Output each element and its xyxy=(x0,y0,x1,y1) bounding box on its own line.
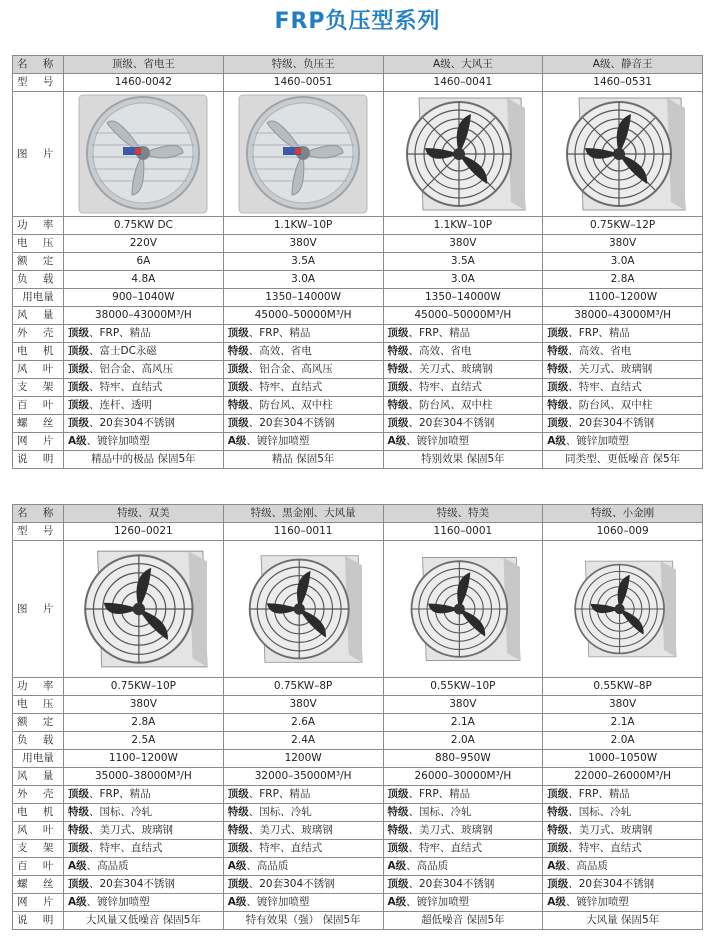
feature-text: 、特牢、直结式 xyxy=(248,842,323,854)
grade: 顶级 xyxy=(68,788,89,800)
feature-text: 、防台风、双中柱 xyxy=(248,399,333,411)
feature-text: 、高效、省电 xyxy=(568,345,632,357)
grade: A级 xyxy=(227,435,247,447)
table-row-model xyxy=(13,74,703,92)
grade: 特级 xyxy=(227,824,249,836)
note-cell: 精品 保固5年 xyxy=(223,451,383,469)
feature-text: 、关刀式、玻璃钢 xyxy=(408,363,493,375)
grille-fan-image xyxy=(559,92,687,216)
table-row-screw xyxy=(13,415,703,433)
value-cell: 900–1040W xyxy=(64,289,224,307)
grade: 顶级 xyxy=(68,381,89,393)
value-cell: 1000–1050W xyxy=(543,750,703,768)
value-cell: 0.75KW–8P xyxy=(223,678,383,696)
value-cell: 38000–43000M³/H xyxy=(64,307,224,325)
feature-text: 、铝合金、高风压 xyxy=(89,363,173,375)
model-cell: 1160–0001 xyxy=(383,523,543,541)
image-cell xyxy=(543,541,703,678)
row-label-name: 名 称 xyxy=(13,56,64,74)
value-cell: 380V xyxy=(223,696,383,714)
frp-cone-fan-image xyxy=(77,93,209,215)
note-cell: 特别效果 保固5年 xyxy=(383,451,543,469)
feature-text: 、镀锌加喷塑 xyxy=(406,896,470,908)
value-cell: 45000–50000M³/H xyxy=(383,307,543,325)
feature-text: 、铝合金、高风压 xyxy=(248,363,333,375)
grade: 特级 xyxy=(547,399,569,411)
value-cell: 0.55KW–8P xyxy=(543,678,703,696)
row-label-screw: 螺 丝 xyxy=(13,415,64,433)
feature-text: 、连杆、透明 xyxy=(89,399,152,411)
table-row-motor xyxy=(13,343,703,361)
image-cell xyxy=(64,92,224,217)
row-label-note: 说 明 xyxy=(13,912,64,930)
table-row-consumption xyxy=(13,750,703,768)
table-row-note xyxy=(13,912,703,930)
grille-fan-image xyxy=(568,556,678,662)
feature-text: 、美刀式、玻璃钢 xyxy=(89,824,173,836)
feature-text: 、特牢、直结式 xyxy=(568,381,642,393)
value-cell: 880–950W xyxy=(383,750,543,768)
grade: 顶级 xyxy=(547,788,569,800)
spec-table-2 xyxy=(12,504,703,930)
grade: A级 xyxy=(227,860,247,872)
grade: 顶级 xyxy=(547,417,569,429)
value-cell: 2.1A xyxy=(383,714,543,732)
grade: A级 xyxy=(547,435,566,447)
value-cell: 1.1KW–10P xyxy=(383,217,543,235)
table-row-blade xyxy=(13,822,703,840)
grade: 特级 xyxy=(387,363,409,375)
value-cell: 0.75KW–12P xyxy=(543,217,703,235)
value-cell: 2.0A xyxy=(543,732,703,750)
grade: 顶级 xyxy=(387,878,409,890)
feature-text: 、高品质 xyxy=(406,860,449,872)
feature-text: 、高品质 xyxy=(565,860,608,872)
row-label-louver: 百 叶 xyxy=(13,858,64,876)
row-label-blade: 风 叶 xyxy=(13,361,64,379)
value-cell: 1100–1200W xyxy=(64,750,224,768)
grade: 顶级 xyxy=(547,327,569,339)
row-label-motor: 电 机 xyxy=(13,804,64,822)
grade: 顶级 xyxy=(227,788,249,800)
feature-text: 、高品质 xyxy=(86,860,129,872)
grade: 顶级 xyxy=(387,381,409,393)
table-row-screw xyxy=(13,876,703,894)
model-cell: 1160–0011 xyxy=(223,523,383,541)
table-row-louver xyxy=(13,397,703,415)
note-cell: 大风量 保固5年 xyxy=(543,912,703,930)
row-label-voltage: 电 压 xyxy=(13,235,64,253)
grade: 特级 xyxy=(227,806,249,818)
grade: 特级 xyxy=(387,806,409,818)
grade: A级 xyxy=(387,896,407,908)
grade: 特级 xyxy=(547,824,569,836)
grade: 顶级 xyxy=(227,327,249,339)
feature-text: 、镀锌加喷塑 xyxy=(565,435,629,447)
row-label-rated: 额 定 xyxy=(13,253,64,271)
grade: 特级 xyxy=(387,399,409,411)
grade: A级 xyxy=(68,435,87,447)
model-cell: 1060–009 xyxy=(543,523,703,541)
feature-text: 、防台风、双中柱 xyxy=(568,399,653,411)
feature-text: 、美刀式、玻璃钢 xyxy=(408,824,493,836)
value-cell: 380V xyxy=(64,696,224,714)
feature-text: 、国标、冷轧 xyxy=(568,806,632,818)
image-cell xyxy=(383,541,543,678)
feature-text: 、FRP、精品 xyxy=(568,327,630,339)
feature-text: 、镀锌加喷塑 xyxy=(86,896,150,908)
row-label-power: 功 率 xyxy=(13,678,64,696)
value-cell: 45000–50000M³/H xyxy=(223,307,383,325)
value-cell: 1100–1200W xyxy=(543,289,703,307)
table-row-shell xyxy=(13,786,703,804)
row-label-consumption: 用电量 xyxy=(13,750,64,768)
feature-text: 、富士DC永磁 xyxy=(89,345,157,357)
feature-text: 、FRP、精品 xyxy=(568,788,630,800)
feature-text: 、防台风、双中柱 xyxy=(408,399,493,411)
table-row-mesh xyxy=(13,894,703,912)
value-cell: 1.1KW–10P xyxy=(223,217,383,235)
row-label-mesh: 网 片 xyxy=(13,433,64,451)
model-cell: 1460–0051 xyxy=(223,74,383,92)
model-cell: 1460-0042 xyxy=(64,74,224,92)
table-row-load xyxy=(13,732,703,750)
grade: A级 xyxy=(387,860,407,872)
value-cell: 2.5A xyxy=(64,732,224,750)
grade: 特级 xyxy=(547,345,569,357)
feature-text: 、FRP、精品 xyxy=(248,788,311,800)
feature-text: 、FRP、精品 xyxy=(248,327,311,339)
value-cell: 22000–26000M³/H xyxy=(543,768,703,786)
feature-text: 、国标、冷轧 xyxy=(248,806,312,818)
grade: 顶级 xyxy=(387,327,409,339)
value-cell: 2.0A xyxy=(383,732,543,750)
value-cell: 2.8A xyxy=(64,714,224,732)
note-cell: 特有效果（强） 保固5年 xyxy=(223,912,383,930)
row-label-model: 型 号 xyxy=(13,74,64,92)
name-cell: 特级、双美 xyxy=(64,505,224,523)
feature-text: 、美刀式、玻璃钢 xyxy=(248,824,333,836)
value-cell: 2.6A xyxy=(223,714,383,732)
value-cell: 3.0A xyxy=(383,271,543,289)
name-cell: A级、大风王 xyxy=(383,56,543,74)
grade: 顶级 xyxy=(68,417,89,429)
value-cell: 2.1A xyxy=(543,714,703,732)
grade: 顶级 xyxy=(68,878,89,890)
value-cell: 35000–38000M³/H xyxy=(64,768,224,786)
name-cell: 特级、负压王 xyxy=(223,56,383,74)
value-cell: 1200W xyxy=(223,750,383,768)
feature-text: 、20套304不锈钢 xyxy=(408,878,495,890)
value-cell: 4.8A xyxy=(64,271,224,289)
grade: 顶级 xyxy=(387,788,409,800)
feature-text: 、特牢、直结式 xyxy=(248,381,323,393)
table-row-louver xyxy=(13,858,703,876)
value-cell: 380V xyxy=(383,696,543,714)
row-label-rated: 额 定 xyxy=(13,714,64,732)
row-label-shell: 外 壳 xyxy=(13,325,64,343)
feature-text: 、特牢、直结式 xyxy=(408,842,482,854)
table-row-name xyxy=(13,505,703,523)
grille-fan-image xyxy=(399,92,527,216)
table-row-name xyxy=(13,56,703,74)
feature-text: 、20套304不锈钢 xyxy=(89,417,175,429)
table-row-blade xyxy=(13,361,703,379)
value-cell: 380V xyxy=(223,235,383,253)
row-label-louver: 百 叶 xyxy=(13,397,64,415)
grade: A级 xyxy=(387,435,407,447)
value-cell: 32000–35000M³/H xyxy=(223,768,383,786)
grade: 顶级 xyxy=(387,417,409,429)
value-cell: 3.0A xyxy=(223,271,383,289)
frp-cone-fan-image xyxy=(237,93,369,215)
note-cell: 超低噪音 保固5年 xyxy=(383,912,543,930)
table-row-rated xyxy=(13,253,703,271)
grade: 顶级 xyxy=(387,842,409,854)
grade: 特级 xyxy=(68,824,89,836)
table-row-bracket xyxy=(13,379,703,397)
feature-text: 、镀锌加喷塑 xyxy=(246,896,310,908)
value-cell: 0.55KW–10P xyxy=(383,678,543,696)
feature-text: 、特牢、直结式 xyxy=(568,842,642,854)
grille-fan-image xyxy=(242,550,364,668)
grade: 特级 xyxy=(387,345,409,357)
feature-text: 、20套304不锈钢 xyxy=(568,417,655,429)
grade: 顶级 xyxy=(547,842,569,854)
page-title: FRP负压型系列 xyxy=(274,9,441,34)
feature-text: 、FRP、精品 xyxy=(89,327,151,339)
feature-text: 、镀锌加喷塑 xyxy=(246,435,310,447)
grade: 特级 xyxy=(547,363,569,375)
row-label-model: 型 号 xyxy=(13,523,64,541)
row-label-bracket: 支 架 xyxy=(13,379,64,397)
feature-text: 、FRP、精品 xyxy=(408,788,471,800)
model-cell: 1260–0021 xyxy=(64,523,224,541)
grille-fan-image xyxy=(404,552,522,666)
feature-text: 、FRP、精品 xyxy=(89,788,151,800)
grade: 顶级 xyxy=(227,363,249,375)
feature-text: 、20套304不锈钢 xyxy=(248,417,335,429)
table-row-bracket xyxy=(13,840,703,858)
value-cell: 0.75KW DC xyxy=(64,217,224,235)
row-label-screw: 螺 丝 xyxy=(13,876,64,894)
table-row-airflow xyxy=(13,768,703,786)
row-label-bracket: 支 架 xyxy=(13,840,64,858)
row-label-airflow: 风 量 xyxy=(13,307,64,325)
row-label-consumption: 用电量 xyxy=(13,289,64,307)
value-cell: 0.75KW–10P xyxy=(64,678,224,696)
note-cell: 精品中的极品 保固5年 xyxy=(64,451,224,469)
row-label-shell: 外 壳 xyxy=(13,786,64,804)
grade: 顶级 xyxy=(227,878,249,890)
value-cell: 2.4A xyxy=(223,732,383,750)
grade: 顶级 xyxy=(68,842,89,854)
table-row-image xyxy=(13,541,703,678)
row-label-name: 名 称 xyxy=(13,505,64,523)
note-cell: 大风量又低噪音 保固5年 xyxy=(64,912,224,930)
value-cell: 380V xyxy=(543,235,703,253)
row-label-load: 负 载 xyxy=(13,271,64,289)
feature-text: 、国标、冷轧 xyxy=(89,806,152,818)
grade: A级 xyxy=(227,896,247,908)
grade: 顶级 xyxy=(68,327,89,339)
table-row-rated xyxy=(13,714,703,732)
value-cell: 3.5A xyxy=(383,253,543,271)
grade: 特级 xyxy=(227,345,249,357)
model-cell: 1460–0531 xyxy=(543,74,703,92)
value-cell: 2.8A xyxy=(543,271,703,289)
table-row-motor xyxy=(13,804,703,822)
table-row-image xyxy=(13,92,703,217)
feature-text: 、20套304不锈钢 xyxy=(408,417,495,429)
table-row-power xyxy=(13,678,703,696)
image-cell xyxy=(223,92,383,217)
value-cell: 6A xyxy=(64,253,224,271)
feature-text: 、国标、冷轧 xyxy=(408,806,472,818)
feature-text: 、特牢、直结式 xyxy=(89,381,163,393)
table-row-model xyxy=(13,523,703,541)
name-cell: 特级、特美 xyxy=(383,505,543,523)
value-cell: 380V xyxy=(383,235,543,253)
row-label-motor: 电 机 xyxy=(13,343,64,361)
grade: 顶级 xyxy=(227,381,249,393)
feature-text: 、高效、省电 xyxy=(408,345,472,357)
value-cell: 3.5A xyxy=(223,253,383,271)
grade: 特级 xyxy=(68,806,89,818)
row-label-voltage: 电 压 xyxy=(13,696,64,714)
feature-text: 、FRP、精品 xyxy=(408,327,471,339)
table-row-airflow xyxy=(13,307,703,325)
table-row-voltage xyxy=(13,235,703,253)
spec-table-1 xyxy=(12,55,703,469)
row-label-image: 图 片 xyxy=(13,541,64,678)
grade: A级 xyxy=(547,860,566,872)
feature-text: 、镀锌加喷塑 xyxy=(86,435,150,447)
grade: 顶级 xyxy=(68,399,89,411)
grille-fan-image xyxy=(76,545,210,673)
grade: A级 xyxy=(68,896,87,908)
name-cell: A级、静音王 xyxy=(543,56,703,74)
feature-text: 、镀锌加喷塑 xyxy=(565,896,629,908)
row-label-blade: 风 叶 xyxy=(13,822,64,840)
table-row-mesh xyxy=(13,433,703,451)
row-label-power: 功 率 xyxy=(13,217,64,235)
grade: 顶级 xyxy=(68,363,89,375)
table-row-load xyxy=(13,271,703,289)
image-cell xyxy=(223,541,383,678)
value-cell: 26000–30000M³/H xyxy=(383,768,543,786)
row-label-note: 说 明 xyxy=(13,451,64,469)
table-row-consumption xyxy=(13,289,703,307)
grade: 顶级 xyxy=(68,345,89,357)
grade: 顶级 xyxy=(227,842,249,854)
value-cell: 3.0A xyxy=(543,253,703,271)
grade: 顶级 xyxy=(227,417,249,429)
feature-text: 、20套304不锈钢 xyxy=(248,878,335,890)
table-row-voltage xyxy=(13,696,703,714)
feature-text: 、特牢、直结式 xyxy=(408,381,482,393)
feature-text: 、20套304不锈钢 xyxy=(89,878,175,890)
model-cell: 1460–0041 xyxy=(383,74,543,92)
row-label-airflow: 风 量 xyxy=(13,768,64,786)
value-cell: 1350–14000W xyxy=(383,289,543,307)
grade: 顶级 xyxy=(547,381,569,393)
feature-text: 、特牢、直结式 xyxy=(89,842,163,854)
row-label-image: 图 片 xyxy=(13,92,64,217)
feature-text: 、20套304不锈钢 xyxy=(568,878,655,890)
value-cell: 380V xyxy=(543,696,703,714)
table-row-note xyxy=(13,451,703,469)
name-cell: 顶级、省电王 xyxy=(64,56,224,74)
table-row-power xyxy=(13,217,703,235)
grade: 顶级 xyxy=(547,878,569,890)
row-label-mesh: 网 片 xyxy=(13,894,64,912)
name-cell: 特级、黑金刚、大风量 xyxy=(223,505,383,523)
row-label-load: 负 载 xyxy=(13,732,64,750)
image-cell xyxy=(383,92,543,217)
note-cell: 同类型、更低噪音 保5年 xyxy=(543,451,703,469)
grade: 特级 xyxy=(547,806,569,818)
feature-text: 、关刀式、玻璃钢 xyxy=(568,363,653,375)
image-cell xyxy=(64,541,224,678)
name-cell: 特级、小金刚 xyxy=(543,505,703,523)
feature-text: 、镀锌加喷塑 xyxy=(406,435,470,447)
feature-text: 、美刀式、玻璃钢 xyxy=(568,824,653,836)
value-cell: 38000–43000M³/H xyxy=(543,307,703,325)
grade: 特级 xyxy=(227,399,249,411)
value-cell: 220V xyxy=(64,235,224,253)
grade: A级 xyxy=(547,896,566,908)
image-cell xyxy=(543,92,703,217)
value-cell: 1350–14000W xyxy=(223,289,383,307)
grade: 特级 xyxy=(387,824,409,836)
grade: A级 xyxy=(68,860,87,872)
feature-text: 、高效、省电 xyxy=(248,345,312,357)
feature-text: 、高品质 xyxy=(246,860,289,872)
table-row-shell xyxy=(13,325,703,343)
